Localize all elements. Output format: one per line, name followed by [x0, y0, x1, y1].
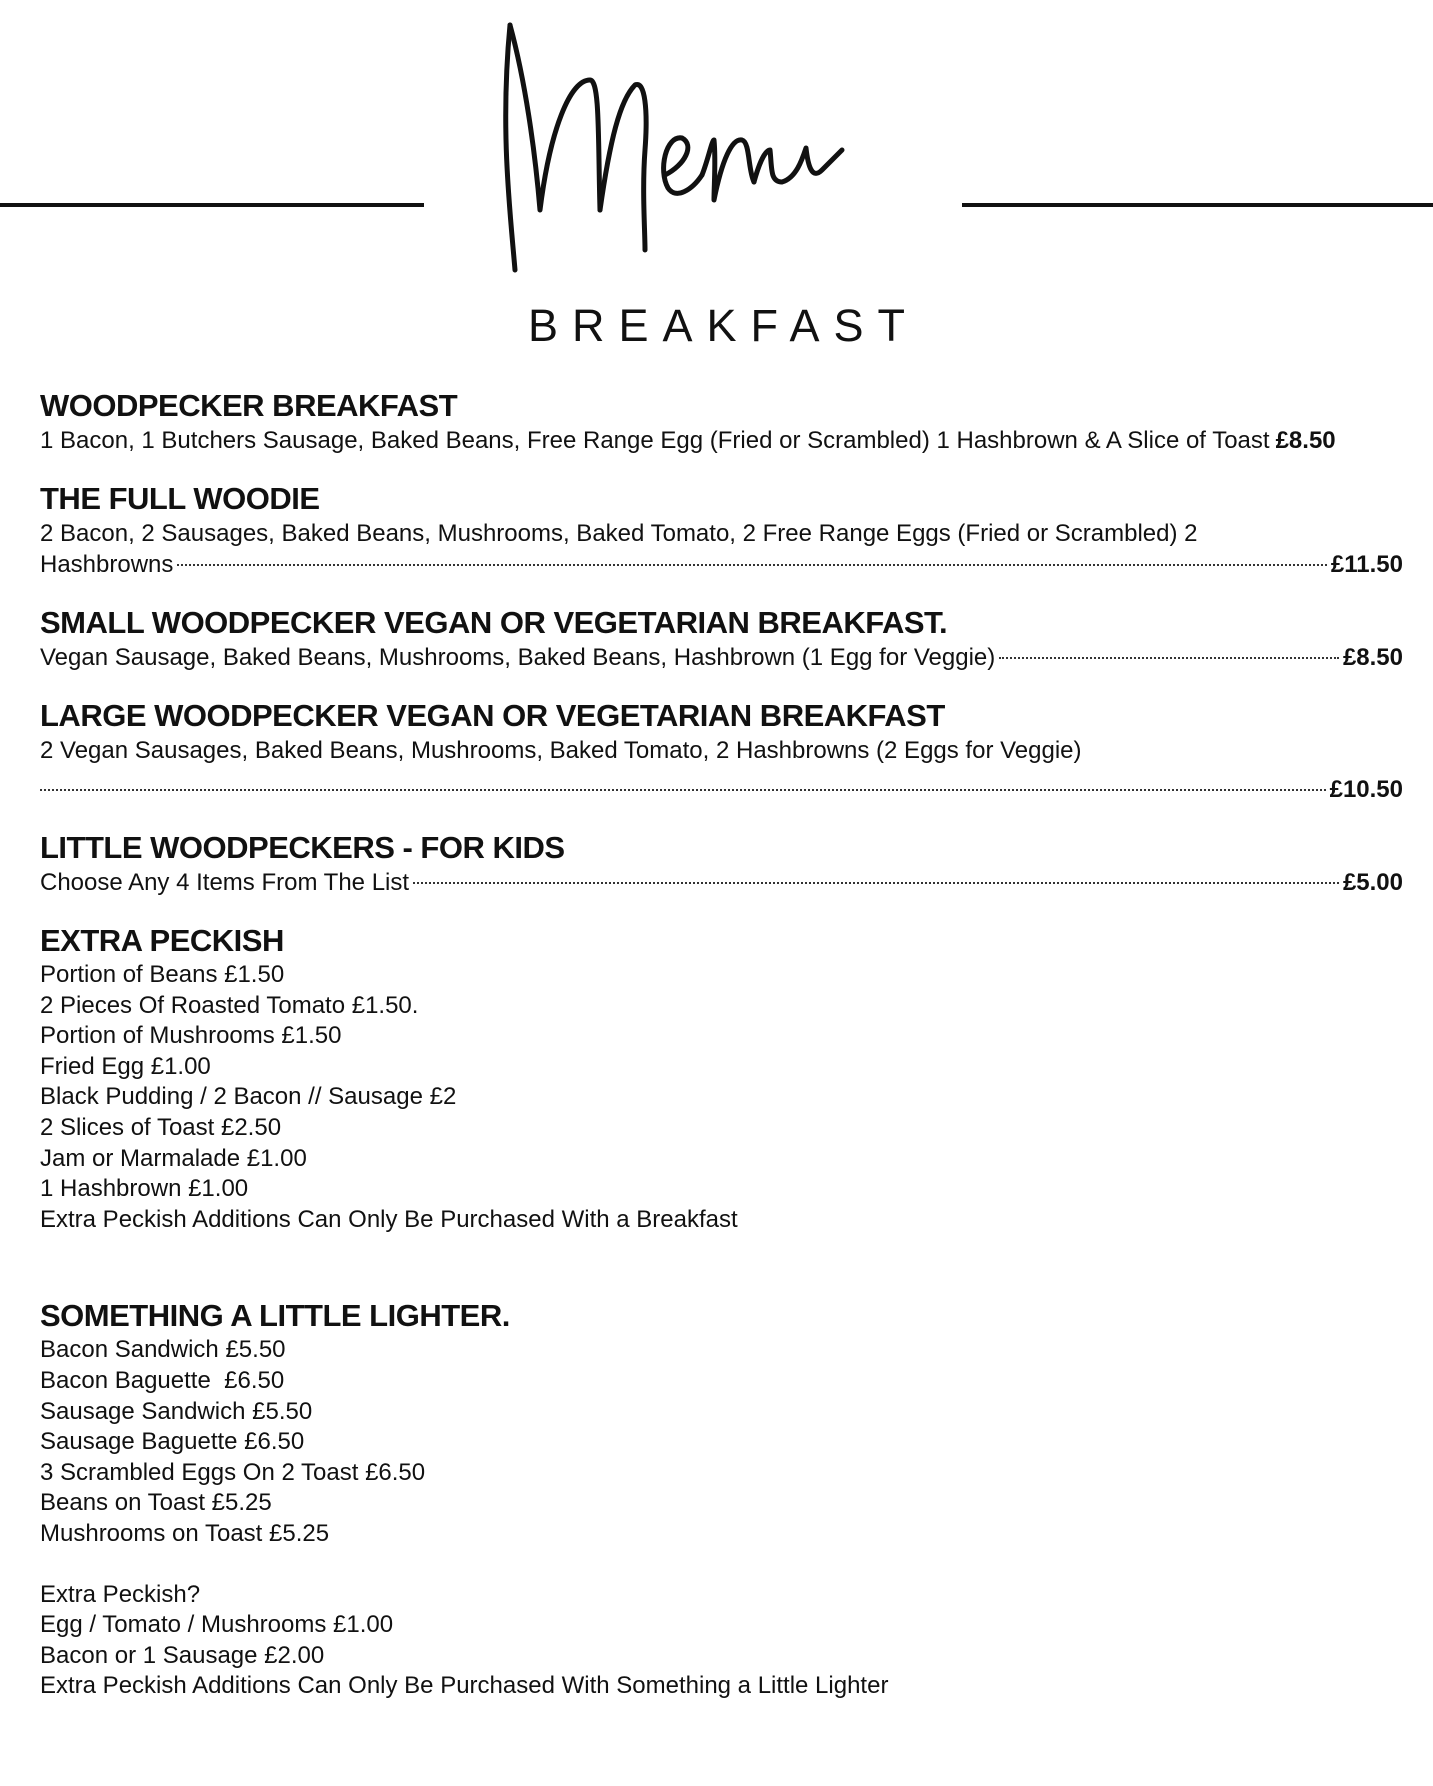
menu-item-line: [40, 642, 1403, 673]
list-item: Extra Peckish Additions Can Only Be Purchased With a Breakfast: [40, 1205, 738, 1233]
lighter-title: SOMETHING A LITTLE LIGHTER.: [40, 1298, 510, 1334]
extra-peckish-section: [40, 922, 1403, 1235]
menu-item: [40, 480, 1403, 580]
menu-script-title: [470, 10, 890, 310]
list-item: Black Pudding / 2 Bacon // Sausage £2: [40, 1083, 457, 1111]
menu-item-description: 2 Bacon, 2 Sausages, Baked Beans, Mushrooms, Baked Tomato, 2 Free Range Eggs (Fried or Scrambled) 2: [40, 520, 1198, 547]
menu-item-price: £5.00: [1342, 869, 1403, 896]
menu-item-description: 2 Vegan Sausages, Baked Beans, Mushrooms, Baked Tomato, 2 Hashbrowns (2 Eggs for Veggie): [40, 737, 1082, 764]
menu-item-line: [40, 549, 1403, 580]
list-item: Sausage Baguette £6.50: [40, 1428, 305, 1456]
menu-item-price: £8.50: [1275, 427, 1336, 454]
menu-item: [40, 604, 1403, 673]
menu-item-description: 1 Bacon, 1 Butchers Sausage, Baked Beans, Free Range Egg (Fried or Scrambled) 1 Hashbrown & A Slice of Toast: [40, 427, 1270, 454]
menu-item-description-cont: Hashbrowns: [40, 551, 174, 578]
dot-leader: [40, 789, 1326, 791]
list-item: Portion of Beans £1.50: [40, 961, 285, 988]
list-item: Egg / Tomato / Mushrooms £1.00: [40, 1611, 394, 1639]
menu-item-description: Choose Any 4 Items From The List: [40, 869, 410, 896]
list-item: Bacon Sandwich £5.50: [40, 1336, 286, 1364]
menu-item-line: [40, 867, 1403, 898]
list-item: 2 Pieces Of Roasted Tomato £1.50.: [40, 991, 419, 1019]
menu-item-line: [40, 425, 1403, 456]
list-item: Extra Peckish Additions Can Only Be Purchased With Something a Little Lighter: [40, 1672, 889, 1700]
list-item: Extra Peckish?: [40, 1580, 201, 1608]
menu-item: [40, 829, 1403, 898]
menu-item-price: £8.50: [1342, 644, 1403, 671]
menu-item-line: [40, 774, 1403, 805]
header-rule-right: [962, 203, 1433, 207]
list-item: 3 Scrambled Eggs On 2 Toast £6.50: [40, 1458, 426, 1486]
list-item: Mushrooms on Toast £5.25: [40, 1519, 330, 1547]
menu-item-name: LARGE WOODPECKER VEGAN OR VEGETARIAN BREAKFAST: [40, 698, 945, 733]
list-item: Sausage Sandwich £5.50: [40, 1397, 313, 1425]
list-item: Bacon or 1 Sausage £2.00: [40, 1641, 325, 1669]
list-item: Portion of Mushrooms £1.50: [40, 1022, 342, 1050]
menu-item-price: £10.50: [1329, 776, 1403, 803]
menu-item: [40, 387, 1403, 456]
extra-peckish-list: [40, 960, 1403, 1235]
dot-leader: [999, 657, 1339, 659]
lighter-section: [40, 1297, 1403, 1702]
list-item: Jam or Marmalade £1.00: [40, 1144, 307, 1172]
menu-item: [40, 697, 1403, 805]
dot-leader: [177, 564, 1327, 566]
list-item: Fried Egg £1.00: [40, 1052, 211, 1080]
lighter-list: [40, 1335, 1403, 1549]
menu-item-name: THE FULL WOODIE: [40, 481, 320, 516]
extra-peckish-title: EXTRA PECKISH: [40, 923, 284, 958]
list-item: Bacon Baguette £6.50: [40, 1366, 285, 1394]
menu-item-name: LITTLE WOODPECKERS - FOR KIDS: [40, 830, 565, 865]
menu-item-name: SMALL WOODPECKER VEGAN OR VEGETARIAN BREAKFAST.: [40, 605, 948, 640]
menu-content: [40, 387, 1403, 1702]
list-item: 1 Hashbrown £1.00: [40, 1175, 249, 1203]
section-heading: BREAKFAST: [527, 300, 920, 351]
list-item: 2 Slices of Toast £2.50: [40, 1113, 282, 1141]
header-rule-left: [0, 203, 424, 207]
list-item: Beans on Toast £5.25: [40, 1489, 272, 1517]
lighter-extra-list: [40, 1580, 1403, 1702]
menu-item-price: £11.50: [1330, 551, 1403, 578]
menu-item-description: Vegan Sausage, Baked Beans, Mushrooms, Baked Beans, Hashbrown (1 Egg for Veggie): [40, 644, 996, 671]
dot-leader: [413, 882, 1339, 884]
menu-item-name: WOODPECKER BREAKFAST: [40, 388, 458, 423]
